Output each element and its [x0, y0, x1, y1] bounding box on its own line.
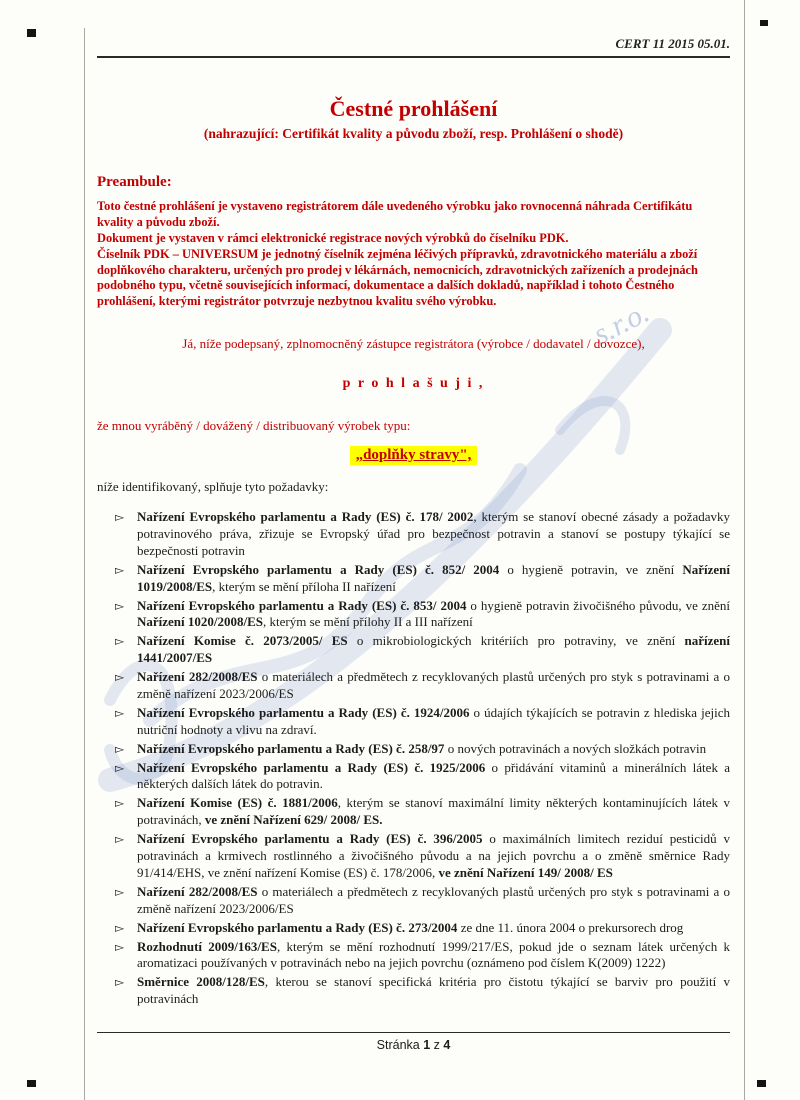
declaration-intro: Já, níže podepsaný, zplnomocněný zástupce registrátora (výrobce / dodavatel / dovozce),	[182, 336, 645, 352]
requirement-item	[115, 831, 730, 882]
scan-edge-line-right	[744, 0, 745, 1100]
document-reference: CERT 11 2015 05.01.	[615, 36, 730, 51]
watermark-text: s.r.o.	[588, 295, 655, 352]
product-type-wrap	[97, 446, 730, 465]
requirements-list	[97, 509, 730, 1008]
preamble-heading: Preambule:	[97, 174, 172, 190]
requirement-text: Nařízení Komise č. 2073/2005/ ES o mikrobiologických kritériích pro potraviny, ve znění nařízení 1441/2007/ES	[137, 633, 730, 666]
scan-corner-mark	[27, 1080, 36, 1087]
requirement-text: Nařízení Evropského parlamentu a Rady (ES) č. 258/97 o nových potravinách a nových složkách potravin	[137, 740, 707, 756]
arrow-bullet-icon: ▻	[115, 670, 125, 685]
requirement-text: Nařízení 282/2008/ES o materiálech a předmětech z recyklovaných plastů určených pro styk s potravinami a o změně nařízení 2023/2006/ES	[137, 883, 730, 916]
scan-corner-mark	[757, 1080, 766, 1087]
requirement-item	[115, 920, 730, 937]
requirement-text: Nařízení Evropského parlamentu a Rady (ES) č. 178/ 2002, kterým se stanoví obecné zásady a požadavky potravinového práva, zřizuje se Evropský úřad pro bezpečnost potravin a stanoví se postupy týkající se bezpečnosti potravin	[137, 509, 730, 558]
document-title: Čestné prohlášení	[329, 96, 498, 121]
requirement-text: Směrnice 2008/128/ES, kterou se stanoví specifická kritéria pro čistotu týkající se barviv pro použití v potravinách	[137, 974, 730, 1007]
requirement-text: Nařízení Komise (ES) č. 1881/2006, kterým se stanoví maximální limity některých kontaminujících látek v potravinách, ve znění Nařízení 629/ 2008/ ES.	[137, 795, 730, 828]
preamble-paragraph-2: Dokument je vystaven v rámci elektronické registrace nových výrobků do číselníku PDK.	[97, 230, 569, 245]
requirement-item	[115, 760, 730, 794]
requirement-text: Nařízení Evropského parlamentu a Rady (ES) č. 1925/2006 o přidávání vitaminů a minerálních látek a některých dalších látek do potravin.	[137, 759, 731, 792]
arrow-bullet-icon: ▻	[115, 760, 125, 775]
scan-corner-mark	[27, 29, 36, 37]
requirement-item	[115, 705, 730, 739]
requirement-item	[115, 598, 730, 632]
arrow-bullet-icon: ▻	[115, 975, 125, 990]
requirements-intro: níže identifikovaný, splňuje tyto požadavky:	[97, 479, 329, 495]
page-number: Stránka 1 z 4	[376, 1038, 451, 1052]
requirement-text: Nařízení Evropského parlamentu a Rady (ES) č. 852/ 2004 o hygieně potravin, ve znění Nařízení 1019/2008/ES, kterým se mění příloha II nařízení	[137, 561, 730, 594]
requirement-item	[115, 974, 730, 1008]
arrow-bullet-icon: ▻	[115, 562, 125, 577]
requirement-item	[115, 741, 730, 758]
requirement-item	[115, 633, 730, 667]
arrow-bullet-icon: ▻	[115, 920, 125, 935]
requirement-text: Nařízení Evropského parlamentu a Rady (ES) č. 1924/2006 o údajích týkajících se potravin z hlediska jejich nutriční hodnoty a vlivu na zdraví.	[137, 704, 730, 737]
arrow-bullet-icon: ▻	[115, 634, 125, 649]
requirement-text: Nařízení Evropského parlamentu a Rady (ES) č. 853/ 2004 o hygieně potravin živočišného původu, ve znění Nařízení 1020/2008/ES, kterým se mění přílohy II a III nařízení	[137, 597, 730, 630]
arrow-bullet-icon: ▻	[115, 832, 125, 847]
requirement-text: Nařízení Evropského parlamentu a Rady (ES) č. 396/2005 o maximálních limitech reziduí pesticidů v potravinách a krmivech rostlinného a živočišného původu a na jejich povrchu a o změně směrnice Rady 91/414/EHS, ve znění nařízení Komise (ES) č. 178/2006, ve znění Nařízení 149/ 2008/ ES	[137, 831, 731, 880]
arrow-bullet-icon: ▻	[115, 598, 125, 613]
scan-corner-mark	[760, 20, 768, 26]
footer-rule	[97, 1032, 730, 1033]
arrow-bullet-icon: ▻	[115, 741, 125, 756]
arrow-bullet-icon: ▻	[115, 510, 125, 525]
requirement-item	[115, 669, 730, 703]
document-subtitle: (nahrazující: Certifikát kvality a původu zboží, resp. Prohlášení o shodě)	[203, 126, 624, 141]
declaration-product-line: že mnou vyráběný / dovážený / distribuovaný výrobek typu:	[97, 418, 411, 434]
arrow-bullet-icon: ▻	[115, 796, 125, 811]
requirement-item	[115, 939, 730, 973]
document-content	[97, 36, 730, 1010]
preamble-paragraph-3: Číselník PDK – UNIVERSUM je jednotný číselník zejména léčivých přípravků, zdravotnického materiálu a zboží doplňkového charakteru, určených pro prodej v lékárnách, nemocnicích, zdravotnických zařízeních a prodejnách podobného typu, včetně souvisejících informací, dokumentace a dalších dokladů, například i tohoto Čestného prohlášení, kterými registrátor potvrzuje nezbytnou kvalitu svého výrobku.	[97, 246, 698, 309]
arrow-bullet-icon: ▻	[115, 939, 125, 954]
requirement-item	[115, 884, 730, 918]
arrow-bullet-icon: ▻	[115, 705, 125, 720]
preamble-paragraph-1: Toto čestné prohlášení je vystaveno registrátorem dále uvedeného výrobku jako rovnocenná náhrada Certifikátu kvality a původu zboží.	[97, 199, 693, 229]
header-rule	[97, 56, 730, 58]
requirement-text: Nařízení 282/2008/ES o materiálech a předmětech z recyklovaných plastů určených pro styk s potravinami a o změně nařízení 2023/2006/ES	[137, 669, 730, 702]
arrow-bullet-icon: ▻	[115, 884, 125, 899]
requirement-text: Nařízení Evropského parlamentu a Rady (ES) č. 273/2004 ze dne 11. února 2004 o prekursorech drog	[137, 919, 684, 935]
product-type-highlighted: „doplňky stravy",	[350, 446, 478, 465]
requirement-item	[115, 509, 730, 560]
page-footer	[97, 1032, 730, 1052]
requirement-text: Rozhodnutí 2009/163/ES, kterým se mění rozhodnutí 1999/217/ES, pokud jde o seznam látek určených k aromatizaci používaných v potravinách nebo na jejich povrchu (oznámeno pod číslem K(2009) 1222)	[137, 938, 730, 971]
scan-edge-line-left	[84, 28, 85, 1100]
declaration-verb: p r o h l a š u j i ,	[342, 376, 485, 392]
requirement-item	[115, 795, 730, 829]
requirement-item	[115, 562, 730, 596]
